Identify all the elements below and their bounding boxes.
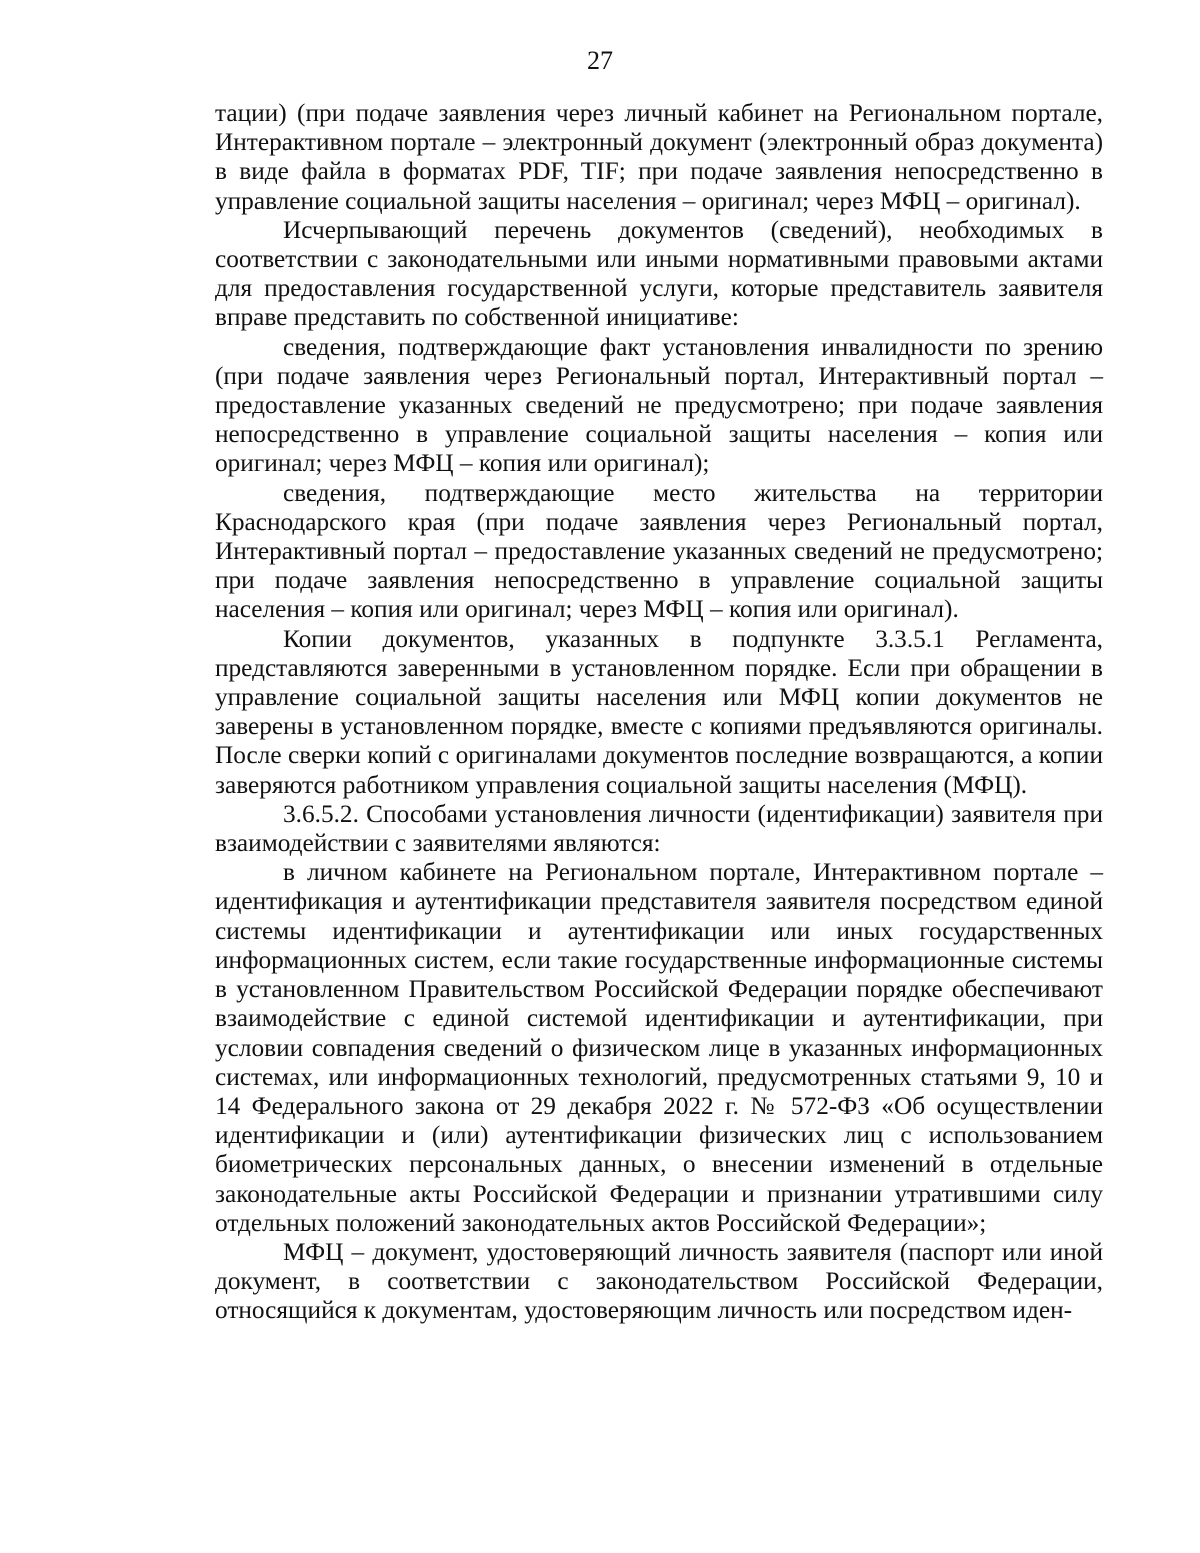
page-number: 27 [587, 46, 613, 75]
paragraph-continuation: тации) (при подаче заявления через личный кабинет на Региональном портале, Интерактивном портале – электронный документ (электронный образ документа) в виде файла в форматах PDF, TIF; при подаче заявления непосредственно в управление социальной защиты населения – оригинал; через МФЦ – оригинал). [215, 99, 1103, 215]
document-body [215, 99, 1103, 1326]
paragraph-documents-list-intro: Исчерпывающий перечень документов (сведений), необходимых в соответствии с законодательными или иными нормативными правовыми актами для предоставления государственной услуги, которые представитель заявителя вправе представить по собственной инициативе: [215, 215, 1103, 332]
paragraph-residence-info: сведения, подтверждающие место жительства на территории Краснодарского края (при подаче заявления через Региональный портал, Интерактивный портал – предоставление указанных сведений не предусмотрено; при подаче заявления непосредственно в управление социальной защиты населения – копия или оригинал; через МФЦ – копия или оригинал). [215, 478, 1103, 624]
paragraph-identification-methods: 3.6.5.2. Способами установления личности (идентификации) заявителя при взаимодействии с заявителями являются: [215, 799, 1103, 858]
paragraph-portal-identification: в личном кабинете на Региональном портале, Интерактивном портале – идентификация и аутентификации представителя заявителя посредством единой системы идентификации и аутентификации или иных государственных информационных систем, если такие государственные информационные системы в установленном Правительством Российской Федерации порядке обеспечивают взаимодействие с единой системой идентификации и аутентификации, при условии совпадения сведений о физическом лице в указанных информационных системах, или информационных технологий, предусмотренных статьями 9, 10 и 14 Федерального закона от 29 декабря 2022 г. № 572-ФЗ «Об осуществлении идентификации и (или) аутентификации физических лиц с использованием биометрических персональных данных, о внесении изменений в отдельные законодательные акты Российской Федерации и признании утратившими силу отдельных положений законодательных актов Российской Федерации»; [215, 858, 1103, 1237]
paragraph-document-copies: Копии документов, указанных в подпункте 3.3.5.1 Регламента, представляются заверенными в установленном порядке. Если при обращении в управление социальной защиты населения или МФЦ копии документов не заверены в установленном порядке, вместе с копиями предъявляются оригиналы. После сверки копий с оригиналами документов последние возвращаются, а копии заверяются работником управления социальной защиты населения (МФЦ). [215, 624, 1103, 799]
paragraph-disability-info: сведения, подтверждающие факт установления инвалидности по зрению (при подаче заявления через Региональный портал, Интерактивный портал – предоставление указанных сведений не предусмотрено; при подаче заявления непосредственно в управление социальной защиты населения – копия или оригинал; через МФЦ – копия или оригинал); [215, 332, 1103, 478]
paragraph-mfc-identification: МФЦ – документ, удостоверяющий личность заявителя (паспорт или иной документ, в соответствии с законодательством Российской Федерации, относящийся к документам, удостоверяющим личность или посредством иден- [215, 1237, 1103, 1325]
